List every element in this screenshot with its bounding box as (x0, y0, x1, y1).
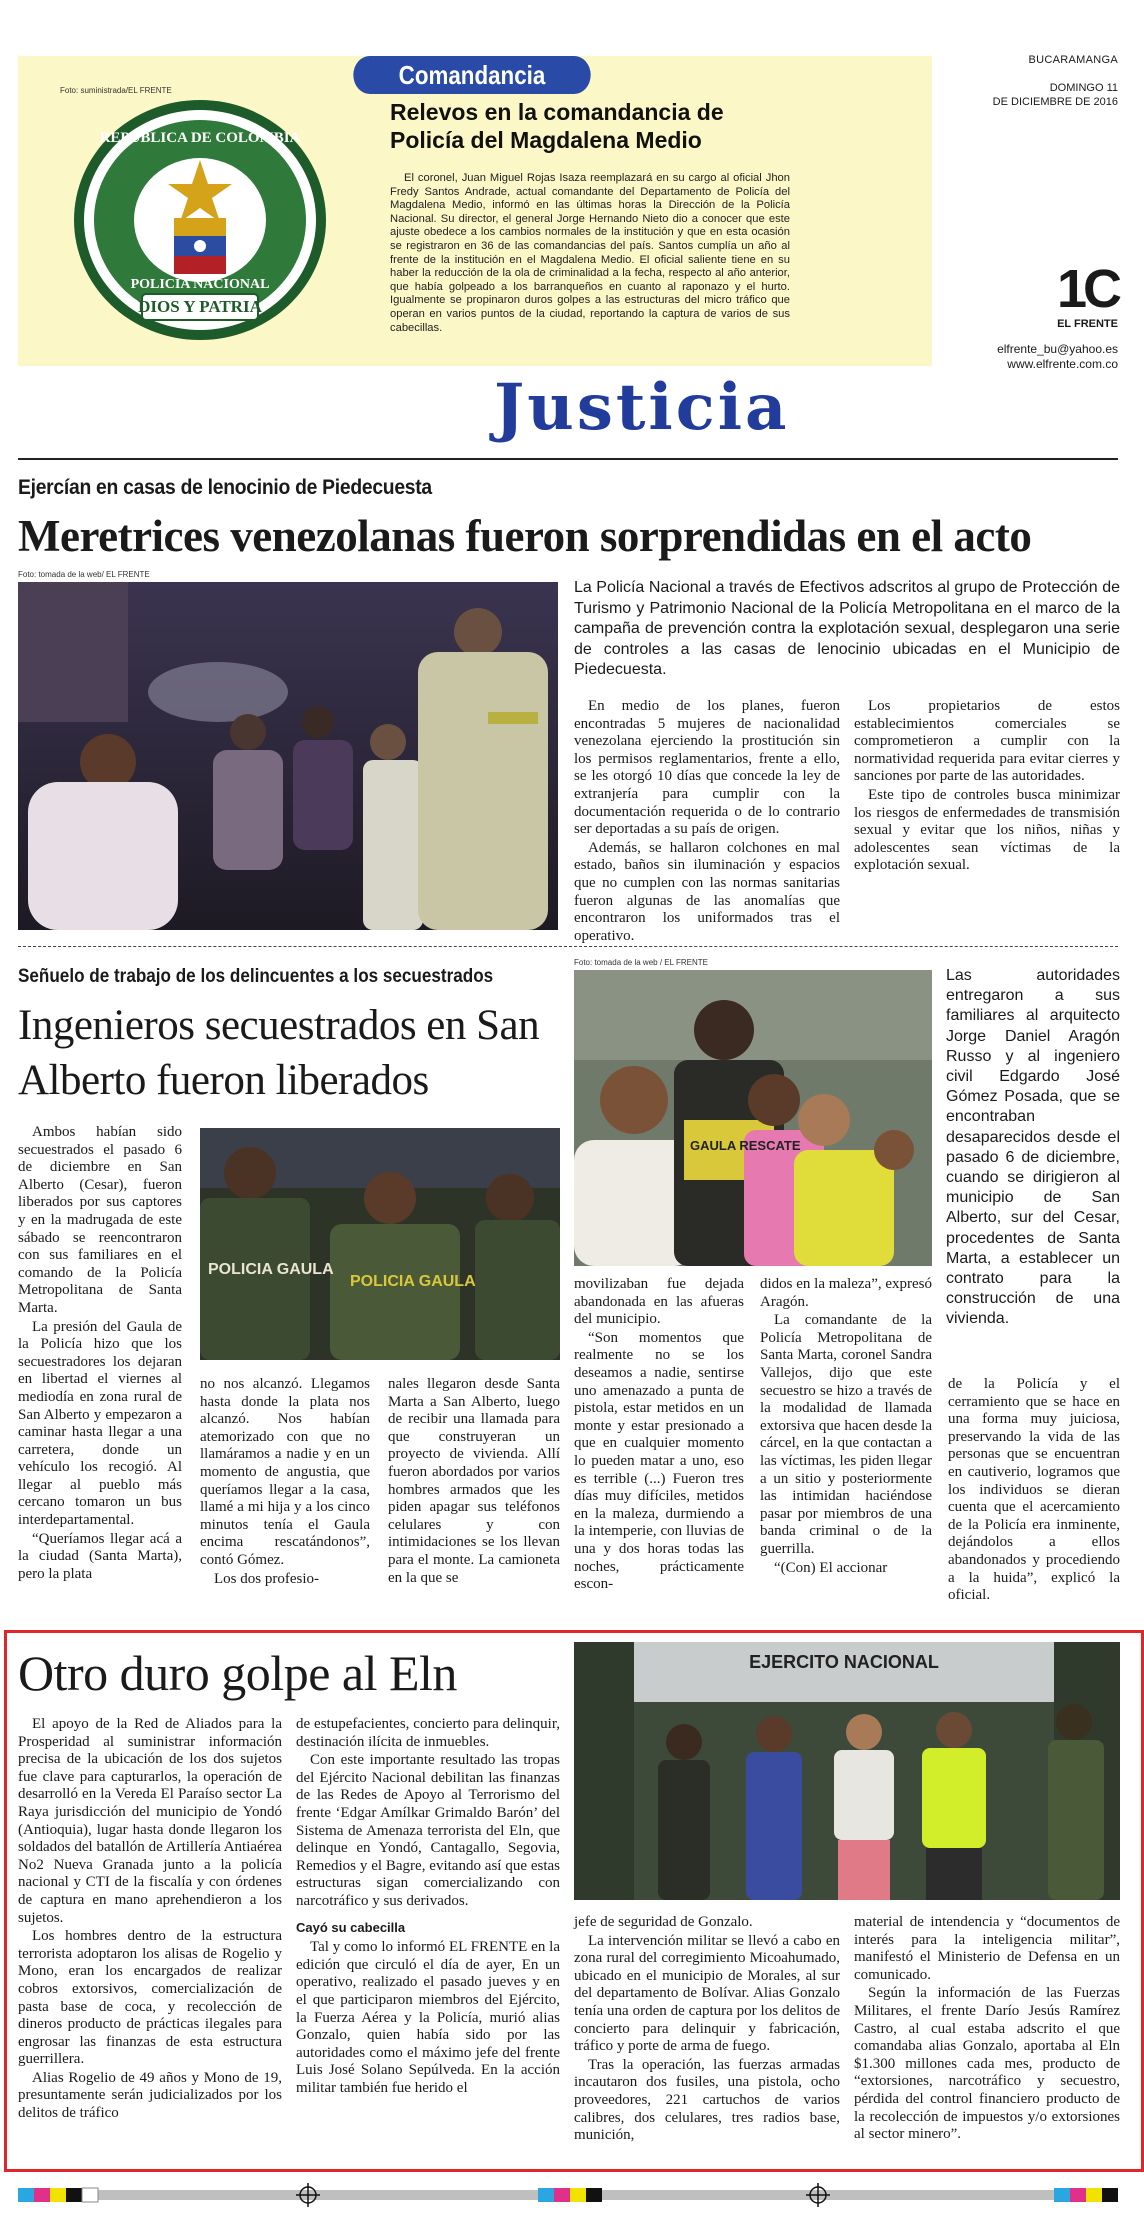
header-date-2: DE DICIEMBRE DE 2016 (992, 96, 1118, 108)
box-body: El coronel, Juan Miguel Rojas Isaza reemplazará en su cargo al oficial Jhon Fredy Santos Andrade, actual comandante del Departamento de Policía del Magdalena Medio, informó en las últimas horas la Dirección de la Policía Nacional. Su director, el general Jorge Hernando Nieto dio a conocer que este ajuste obedece a los cambios normales de la institución y que en esta ocasión se registraron en 36 de las comandancias del país. Santos cumplía un año al frente de la institución en el Magdalena Medio. El oficial saliente tiene en su haber la reducción de la ola de criminalidad a la fecha, respecto al año anterior, que había golpeado a los barranqueños en cuanto al raponazo y el hurto. Igualmente se propinaron duros golpes a las estructuras del micro tráfico que operan en varios puntos de la ciudad, reportando la captura de varios de sus cabecillas. (390, 172, 790, 334)
article2-col6 (948, 1376, 1120, 1606)
section-title: Justicia (494, 370, 790, 445)
box-photo-credit: Foto: suministrada/EL FRENTE (60, 86, 172, 95)
paragraph: de la Policía y el cerramiento que se hace en una forma muy juiciosa, preservando la vida de las personas que se encuentran en cautiverio, logramos que los individuos se dieran cuenta que el acercamiento de la Policía era inminente, dejándolos a ellos abandonados y procediendo a la huida”, explicó la oficial. (948, 1376, 1120, 1604)
paragraph: “Queríamos llegar acá a la ciudad (Santa Marta), pero la plata (18, 1530, 182, 1582)
paragraph: Los hombres dentro de la estructura terrorista adoptaron los alisas de Rogelio y Mono, eran los encargados de realizar cobros extorsivos, comercialización de pasta base de coca, y recolección de dineros producto de prácticas ilegales para engrosar las finanzas de esta estructura guerrillera. (18, 1928, 282, 2068)
article1-photo (18, 582, 558, 930)
article3-col2 (296, 1716, 560, 2098)
paragraph: Además, se hallaron colchones en mal estado, baños sin iluminación y espacios que no cumplen con las normas sanitarias fueron algunas de las anomalías que encontraron los uniformados tras el operativo. (574, 839, 840, 944)
paragraph: Los dos profesio- (214, 1570, 319, 1587)
article3-col1 (18, 1716, 282, 2124)
paragraph: jefe de seguridad de Gonzalo. (574, 1914, 753, 1930)
paragraph: Alias Rogelio de 49 años y Mono de 19, presuntamente serán judicializados por los delitos de tráfico (18, 2069, 282, 2122)
print-color-bar (18, 2180, 1118, 2210)
article1-col2 (854, 698, 1120, 876)
paragraph: Ambos habían sido secuestrados el pasado 6 de diciembre en San Alberto (Cesar), fueron liberados por sus captores y en la madrugada de este sábado se reencontraron con sus familiares en el comando de la Policía Metropolitana de Santa Marta. (18, 1124, 182, 1316)
article2-col2 (200, 1376, 370, 1589)
article3-subhead: Cayó su cabecilla (296, 1919, 406, 1935)
article1-photo-credit: Foto: tomada de la web/ EL FRENTE (18, 570, 150, 579)
paragraph: nales llegaron desde Santa Marta a San Alberto, luego de recibir una llamada para que construyeran un proyecto de vivienda. Allí fueron abordados por varios hombres armados que les piden apagar sus teléfonos celulares y con intimidaciones se los llevan para el monte. La camioneta en la que se (388, 1376, 560, 1586)
photo-vest-text: GAULA RESCATE (690, 1138, 801, 1153)
article2-photo-gaula (200, 1128, 560, 1360)
paragraph: Según la información de las Fuerzas Militares, el frente Darío Jesús Ramírez Castro, al cual estaba adscrito el que comandaba alias Gonzalo, aportaba al Eln $1.300 millones cada mes, producto de “extorsiones, narcotráfico y secuestro, pérdida del control financiero producto de la recolección de impuestos y/o extorsiones al sector minero”. (854, 1985, 1120, 2143)
paragraph: Los propietarios de estos establecimientos comerciales se comprometieron a cumplir con la normatividad requerida para evitar cierres y sanciones por parte de las autoridades. (854, 698, 1120, 785)
article2-photo-family (574, 970, 932, 1266)
seal-top-text: REPÚBLICA DE COLOMBIA (99, 130, 301, 146)
paragraph: Este tipo de controles busca minimizar los riesgos de enfermedades de transmisión sexual y evitar que los niños, niñas y adolescentes sean víctimas de la explotación sexual. (854, 786, 1120, 874)
paragraph: El apoyo de la Red de Aliados para la Prosperidad al suministrar información precisa de la ubicación de los dos sujetos fue clave para capturarlos, la operación de desarrolló en la Vereda El Paraíso sector La Raya jurisdicción del municipio de Yondó (Antioquia), lugar hasta donde llegaron los soldados del batallón de Artillería Antiaérea No2 Nueva Granada junto a la policía nacional y CTI de la fiscalía y con órdenes de captura en mano aprehendieron a los sujetos. (18, 1716, 282, 1926)
paragraph: Con este importante resultado las tropas del Ejército Nacional debilitan las finanzas de las Redes de Apoyo al Terrorismo del frente ‘Edgar Amílkar Grimaldo Barón’ del Sistema de Amenaza terrorista del Eln, que delinque en Yondó, Cantagallo, Segovia, Remedios y el Bagre, evitando así que estas estructuras sigan comercializando con narcotráfico y sus derivados. (296, 1752, 560, 1909)
article2-kicker: Señuelo de trabajo de los delincuentes a los secuestrados (18, 966, 494, 987)
paragraph: La intervención militar se llevó a cabo en zona rural del corregimiento Micoahumado, ubicado en el municipio de Morales, al sur del departamento de Bolívar. Alias Gonzalo tenía una orden de captura por los delitos de concierto para delinquir y fabricación, tráfico y porte de arma de fuego. (574, 1932, 840, 2055)
article2-photo-credit: Foto: tomada de la web / EL FRENTE (574, 958, 708, 967)
article2-lead: Las autoridades entregaron a sus familiares al arquitecto Jorge Daniel Aragón Russo y al ingeniero civil Edgardo José Gómez Posada, que se encontraban desaparecidos desde el pasado 6 de diciembre, cuando se dirigieron al municipio de San Alberto, sur del Cesar, procedentes de Santa Marta, a establecer un contrato para la construcción de una vivienda. (946, 967, 1120, 1328)
article1-col1 (574, 698, 840, 946)
paragraph: La comandante de la Policía Metropolitana de Santa Marta, coronel Sandra Vallejos, dijo que este secuestro se hizo a través de la modalidad de llamada extorsiva que hacen desde la cárcel, en la que contactan a las víctimas, les piden llegar a un sitio y posteriormente las intimidan haciéndose pasar por miembros de una banda criminal o de la guerrilla. (760, 1312, 932, 1557)
paragraph: material de intendencia y “documentos de interés para la inteligencia militar”, manifestó el Ministerio de Defensa en un comunicado. (854, 1914, 1120, 1983)
header-brand: EL FRENTE (1057, 318, 1118, 330)
photo-banner-text: EJERCITO NACIONAL (749, 1652, 939, 1672)
article3-col3 (574, 1914, 840, 2146)
page-number: 1C (1056, 259, 1118, 319)
section-rule (18, 458, 1118, 460)
header-website: www.elfrente.com.co (1007, 357, 1118, 371)
article3-col4 (854, 1914, 1120, 2145)
paragraph: didos en la maleza”, expresó Aragón. (760, 1276, 933, 1310)
article1-kicker: Ejercían en casas de lenocinio de Piedecuesta (18, 476, 432, 499)
paragraph: La presión del Gaula de la Policía hizo que los secuestradores los dejaran en libertad el viernes al mediodía en zona rural de San Alberto y empezaron a caminar hasta llegar a una carretera, donde un vehículo los recogió. Al llegar al pueblo más cercano tomaron un bus interdepartamental. (18, 1318, 182, 1529)
photo-vest-text: POLICIA GAULA (208, 1261, 334, 1278)
article2-col4 (574, 1276, 744, 1595)
article3-photo (574, 1642, 1120, 1900)
header-date-1: DOMINGO 11 (1049, 82, 1118, 94)
article2-col1 (18, 1124, 182, 1584)
police-seal-emblem (70, 98, 330, 343)
paragraph: “Son momentos que realmente no se los deseamos a nadie, sentirse uno amenazado a punta de pistola, estar metidos en un monte y estar presionado a que en cualquier momento lo pueden matar a uno, eso es terrible (...) Fueron tres días muy difíciles, metidos en la maleza, durmiendo a la intemperie, con lluvias de una y dos horas todas las noches, prácticamente escon- (574, 1329, 744, 1593)
paragraph: “(Con) El accionar (774, 1559, 888, 1576)
paragraph: Tal y como lo informó EL FRENTE en la edición que circuló el día de ayer, En un operativo, realizado el pasado jueves y en el que participaron miembros del Ejército, la Fuerza Aérea y la Policía, murió alias Gonzalo, quien había sido por las autoridades como el máximo jefe del frente Luis José Solano Sepúlveda. En la acción militar también fue herido el (296, 1939, 560, 2096)
header-city: BUCARAMANGA (1028, 54, 1118, 66)
seal-motto-text: DIOS Y PATRIA (138, 297, 262, 316)
header-email: elfrente_bu@yahoo.es (997, 342, 1118, 356)
paragraph: En medio de los planes, fueron encontradas 5 mujeres de nacionalidad venezolana ejerciendo la prostitución sin los permisos reglamentarios, frente a ello, se les otorgó 10 días que concede la ley de extranjería para cumplir con la documentación requerida o de lo contrario ser deportadas a su país de origen. (574, 698, 840, 838)
paragraph: de estupefacientes, concierto para delinquir, destinación ilícita de inmuebles. (296, 1716, 560, 1750)
paragraph: no nos alcanzó. Llegamos hasta donde la plata nos alcanzó. Nos habían atemorizado con que no llamáramos a nadie y en un momento de angustia, que queríamos llegar a la casa, llamé a mi hija y a los cinco minutos tenía el Gaula encima rescatándonos”, contó Gómez. (200, 1376, 370, 1568)
article1-rule (18, 946, 1118, 947)
article1-lead: La Policía Nacional a través de Efectivos adscritos al grupo de Protección de Turismo y Patrimonio Nacional de la Policía Metropolitana en el marco de la campaña de prevención contra la explotación sexual, desplegaron una serie de controles a las casas de lenocinio ubicadas en el Municipio de Piedecuesta. (574, 579, 1120, 678)
box-title: Relevos en la comandancia de Policía del Magdalena Medio (390, 99, 724, 153)
paragraph: Tras la operación, las fuerzas armadas incautaron dos fusiles, una pistola, ocho proveedores, 221 cartuchos de varios calibres, dos celulares, tres radios base, munición, (574, 2056, 840, 2144)
seal-bottom-text: POLICÍA NACIONAL (130, 277, 270, 292)
paragraph: movilizaban fue dejada abandonada en las afueras del municipio. (574, 1276, 744, 1328)
box-kicker: Comandancia (353, 56, 590, 94)
article2-col3 (388, 1376, 560, 1588)
article1-headline: Meretrices venezolanas fueron sorprendidas en el acto (18, 511, 1032, 561)
article2-headline: Ingenieros secuestrados en San Alberto fueron liberados (18, 1002, 540, 1104)
article3-headline: Otro duro golpe al Eln (18, 1645, 457, 1701)
photo-vest-text: POLICIA GAULA (350, 1273, 476, 1290)
article2-col5 (760, 1276, 932, 1578)
